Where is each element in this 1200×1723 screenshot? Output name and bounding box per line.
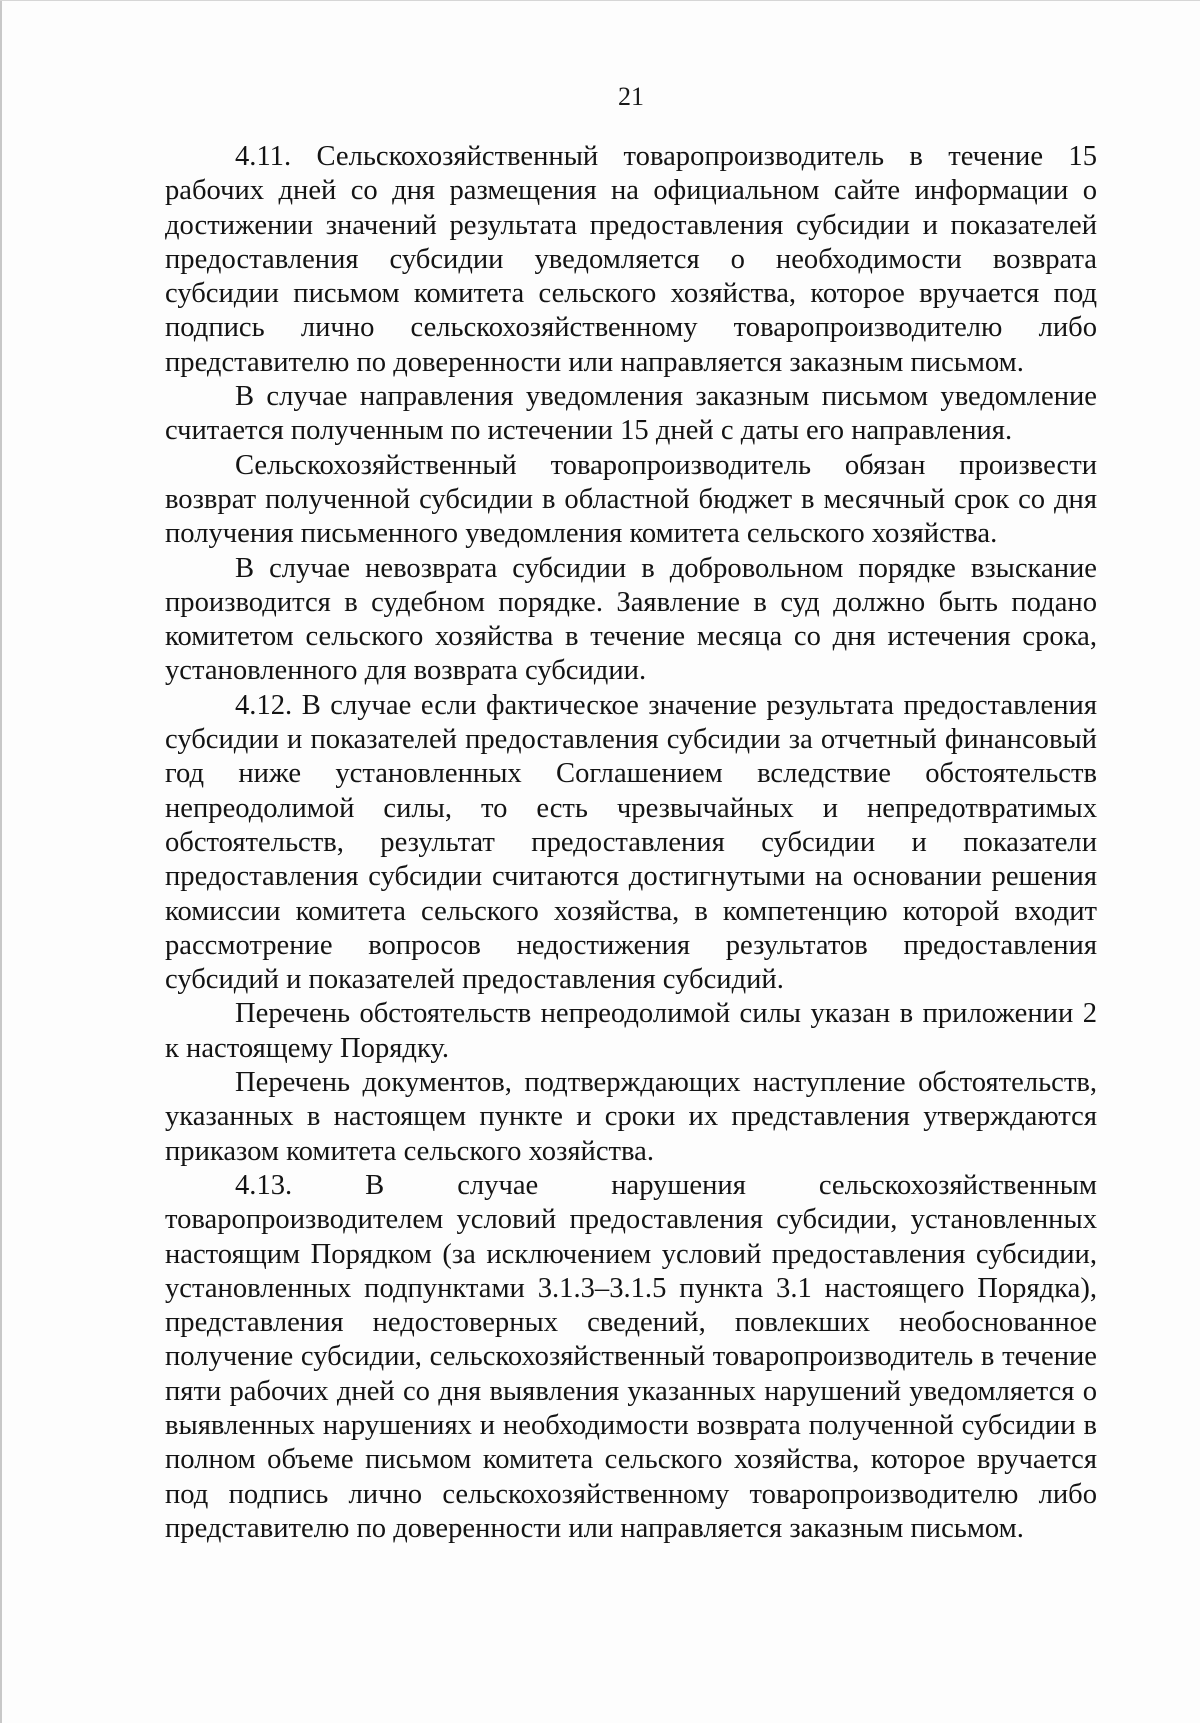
- paragraph-4-12: 4.12. В случае если фактическое значение результата предоставления субсидии и показателей предоставления субсидии за отчетный финансовый год ниже установленных Соглашением вследствие обстоятельств непреодолимой силы, то есть чрезвычайных и непредотвратимых обстоятельств, результат предоставления субсидии и показатели предоставления субсидии считаются достигнутыми на основании решения комиссии комитета сельского хозяйства, в компетенцию которой входит рассмотрение вопросов недостижения результатов предоставления субсидий и показателей предоставления субсидий.: [165, 689, 1097, 996]
- paragraph-force-majeure-list: Перечень обстоятельств непреодолимой силы указан в приложении 2 к настоящему Порядку.: [165, 998, 1097, 1064]
- paragraph-refund-obligation: Сельскохозяйственный товаропроизводитель обязан произвести возврат полученной субсидии в областной бюджет в месячный срок со дня получения письменного уведомления комитета сельского хозяйства.: [165, 449, 1097, 550]
- scan-edge-left: [0, 0, 2, 1723]
- paragraph-documents-list: Перечень документов, подтверждающих наступление обстоятельств, указанных в настоящем пункте и сроки их представления утверждаются приказом комитета сельского хозяйства.: [165, 1067, 1097, 1167]
- scan-edge-top: [0, 0, 1200, 1]
- paragraph-court-recovery: В случае невозврата субсидии в добровольном порядке взыскание производится в судебном порядке. Заявление в суд должно быть подано комитетом сельского хозяйства в течение месяца со дня истечения срока, установленного для возврата субсидии.: [165, 552, 1097, 687]
- paragraph-4-13: 4.13. В случае нарушения сельскохозяйственным товаропроизводителем условий предоставления субсидии, установленных настоящим Порядком (за исключением условий предоставления субсидии, установленных подпунктами 3.1.3–3.1.5 пункта 3.1 настоящего Порядка), представления недостоверных сведений, повлекших необоснованное получение субсидии, сельскохозяйственный товаропроизводитель в течение пяти рабочих дней со дня выявления указанных нарушений уведомляется о выявленных нарушениях и необходимости возврата полученной субсидии в полном объеме письмом комитета сельского хозяйства, которое вручается под подпись лично сельскохозяйственному товаропроизводителю либо представителю по доверенности или направляется заказным письмом.: [165, 1169, 1097, 1544]
- paragraph-4-11: 4.11. Сельскохозяйственный товаропроизводитель в течение 15 рабочих дней со дня размещения на официальном сайте информации о достижении значений результата предоставления субсидии и показателей предоставления субсидии уведомляется о необходимости возврата субсидии письмом комитета сельского хозяйства, которое вручается под подпись лично сельскохозяйственному товаропроизводителю либо представителю по доверенности или направляется заказным письмом.: [165, 141, 1097, 378]
- page-number: 21: [618, 82, 644, 111]
- document-body: [165, 140, 1097, 1546]
- paragraph-notice-delivery: В случае направления уведомления заказным письмом уведомление считается полученным по истечении 15 дней с даты его направления.: [165, 381, 1097, 447]
